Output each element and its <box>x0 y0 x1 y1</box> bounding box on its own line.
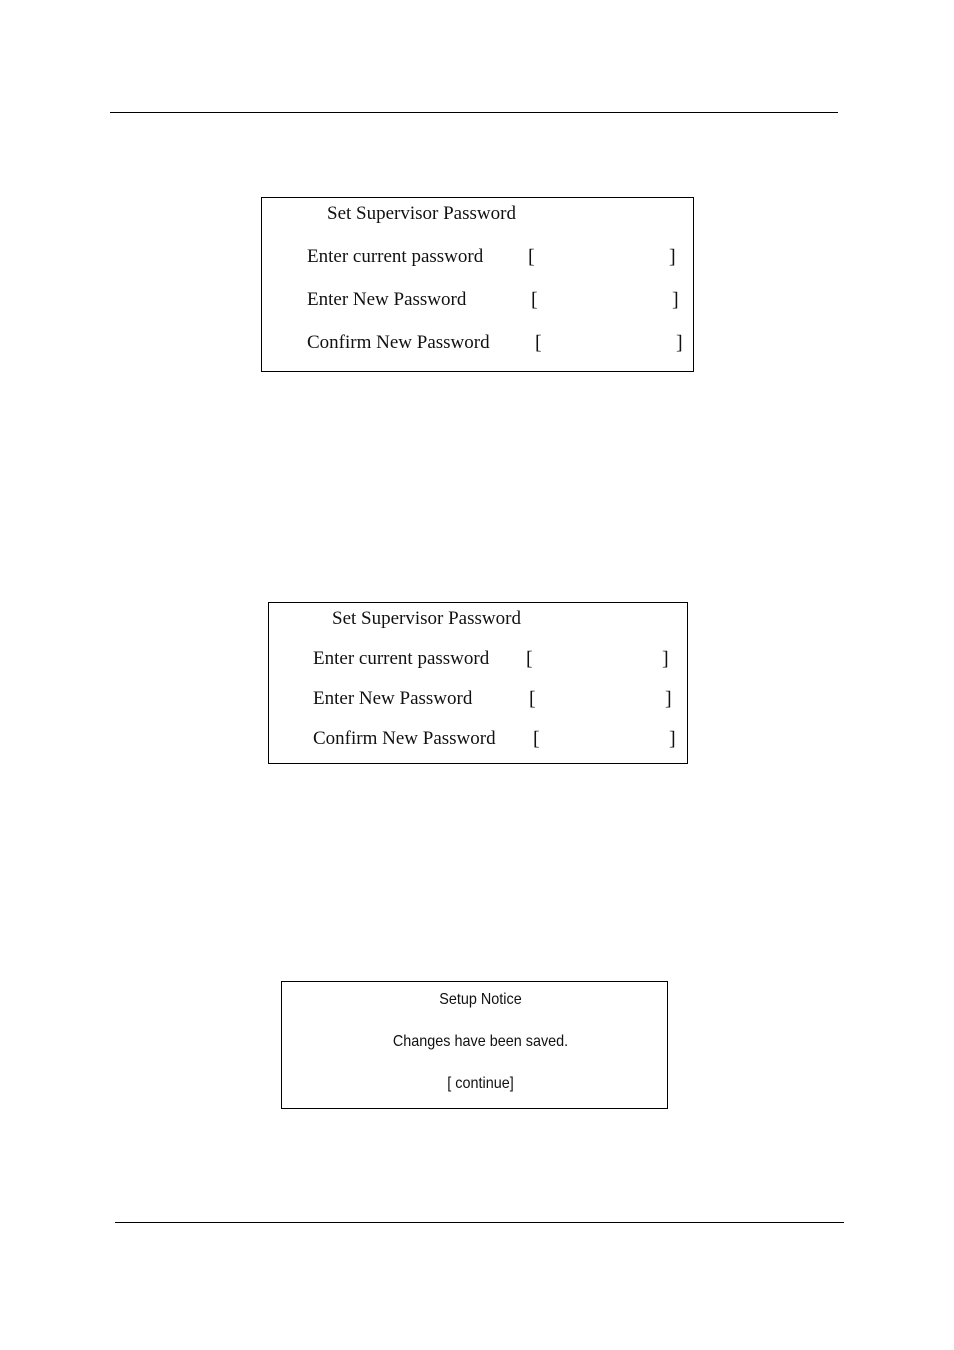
new-password-open-bracket: [ <box>531 289 538 311</box>
confirm-password-label: Confirm New Password <box>313 728 496 749</box>
new-password-input[interactable] <box>543 688 661 710</box>
new-password-open-bracket: [ <box>529 688 536 710</box>
dialog-title: Set Supervisor Password <box>327 203 516 224</box>
confirm-password-close-bracket: ] <box>676 332 683 354</box>
current-password-input[interactable] <box>542 246 666 268</box>
confirm-password-close-bracket: ] <box>669 728 676 750</box>
new-password-close-bracket: ] <box>672 289 679 311</box>
header-rule <box>110 112 838 113</box>
set-supervisor-password-dialog <box>261 197 694 372</box>
confirm-password-input[interactable] <box>549 332 673 354</box>
current-password-close-bracket: ] <box>669 246 676 268</box>
confirm-password-input[interactable] <box>547 728 665 750</box>
footer-rule <box>115 1222 844 1223</box>
notice-message: Changes have been saved. <box>392 1033 569 1050</box>
continue-button[interactable]: [ continue] <box>447 1075 514 1092</box>
setup-notice-dialog <box>281 981 668 1109</box>
current-password-open-bracket: [ <box>528 246 535 268</box>
current-password-label: Enter current password <box>307 246 484 267</box>
new-password-label: Enter New Password <box>313 688 473 709</box>
new-password-label: Enter New Password <box>307 289 467 310</box>
new-password-close-bracket: ] <box>665 688 672 710</box>
confirm-password-open-bracket: [ <box>535 332 542 354</box>
confirm-password-label: Confirm New Password <box>307 332 490 353</box>
new-password-input[interactable] <box>545 289 669 311</box>
notice-title: Setup Notice <box>439 991 522 1008</box>
dialog-title: Set Supervisor Password <box>332 608 521 629</box>
set-supervisor-password-dialog <box>268 602 688 764</box>
current-password-label: Enter current password <box>313 648 490 669</box>
current-password-open-bracket: [ <box>526 648 533 670</box>
current-password-input[interactable] <box>540 648 658 670</box>
current-password-close-bracket: ] <box>662 648 669 670</box>
confirm-password-open-bracket: [ <box>533 728 540 750</box>
